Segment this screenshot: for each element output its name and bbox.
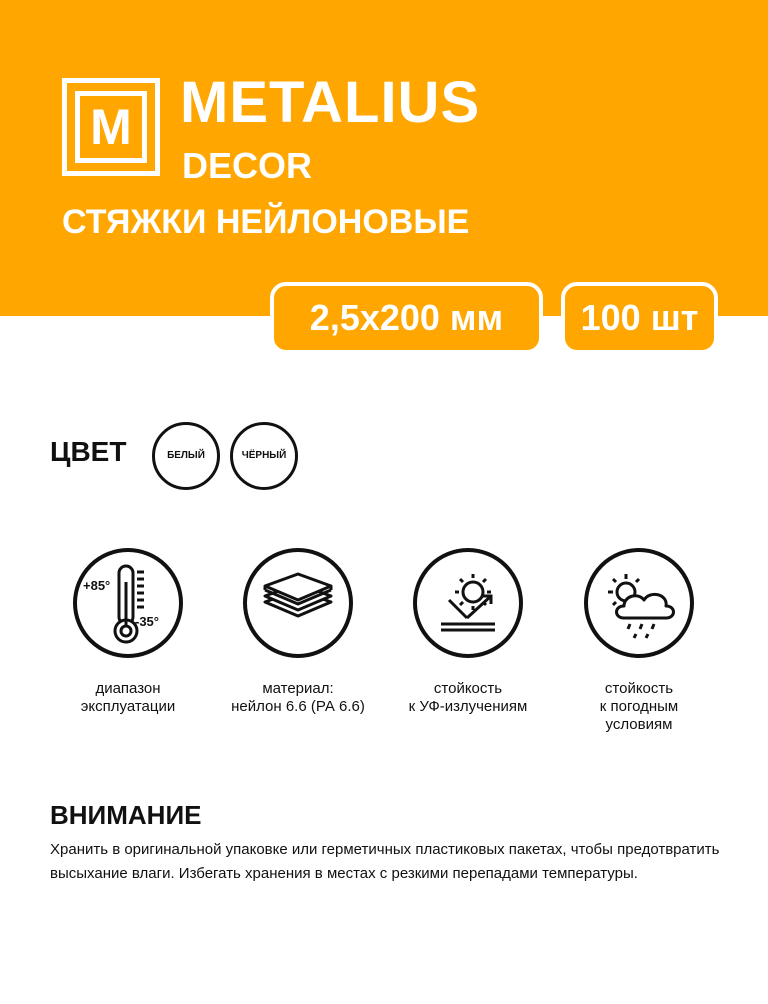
feature-uv [378, 548, 558, 716]
max-temp-label: +85° [83, 578, 111, 593]
feature-weather [549, 548, 729, 734]
thermometer-icon [77, 552, 179, 654]
layers-icon [247, 552, 349, 654]
feature-temperature-circle [73, 548, 183, 658]
feature-temperature-caption: диапазон эксплуатации [80, 680, 176, 715]
header-banner [0, 0, 768, 316]
brand-subtitle: DECOR [182, 145, 313, 186]
color-label: ЦВЕТ [50, 436, 127, 467]
warning-title: ВНИМАНИЕ [50, 800, 202, 830]
color-option-black[interactable]: ЧЁРНЫЙ [230, 422, 298, 490]
warning-text: Хранить в оригинальной упаковке или герметичных пластиковых пакетах, чтобы предотвратить высыхание влаги. Избегать хранения в местах с резкими перепадами температуры. [50, 841, 720, 882]
feature-weather-caption: стойкость к погодным условиям [599, 680, 679, 733]
size-badge: 2,5х200 мм [270, 282, 543, 354]
feature-material-caption: материал: нейлон 6.6 (РА 6.6) [231, 680, 365, 715]
feature-material-circle [243, 548, 353, 658]
min-temp-label: -35° [135, 614, 159, 629]
feature-material [208, 548, 388, 716]
feature-temperature [38, 548, 218, 716]
brand-logo [62, 78, 160, 176]
feature-weather-circle [584, 548, 694, 658]
feature-uv-caption: стойкость к УФ-излучениям [408, 680, 528, 715]
color-option-white[interactable]: БЕЛЫЙ [152, 422, 220, 490]
feature-uv-circle [413, 548, 523, 658]
logo-letter: M [90, 99, 132, 155]
weather-icon [588, 552, 690, 654]
brand-name: METALIUS [180, 70, 481, 135]
logo-inner-frame [75, 91, 147, 163]
quantity-badge: 100 шт [561, 282, 718, 354]
uv-sun-icon [417, 552, 519, 654]
product-title: СТЯЖКИ НЕЙЛОНОВЫЕ [62, 203, 470, 241]
